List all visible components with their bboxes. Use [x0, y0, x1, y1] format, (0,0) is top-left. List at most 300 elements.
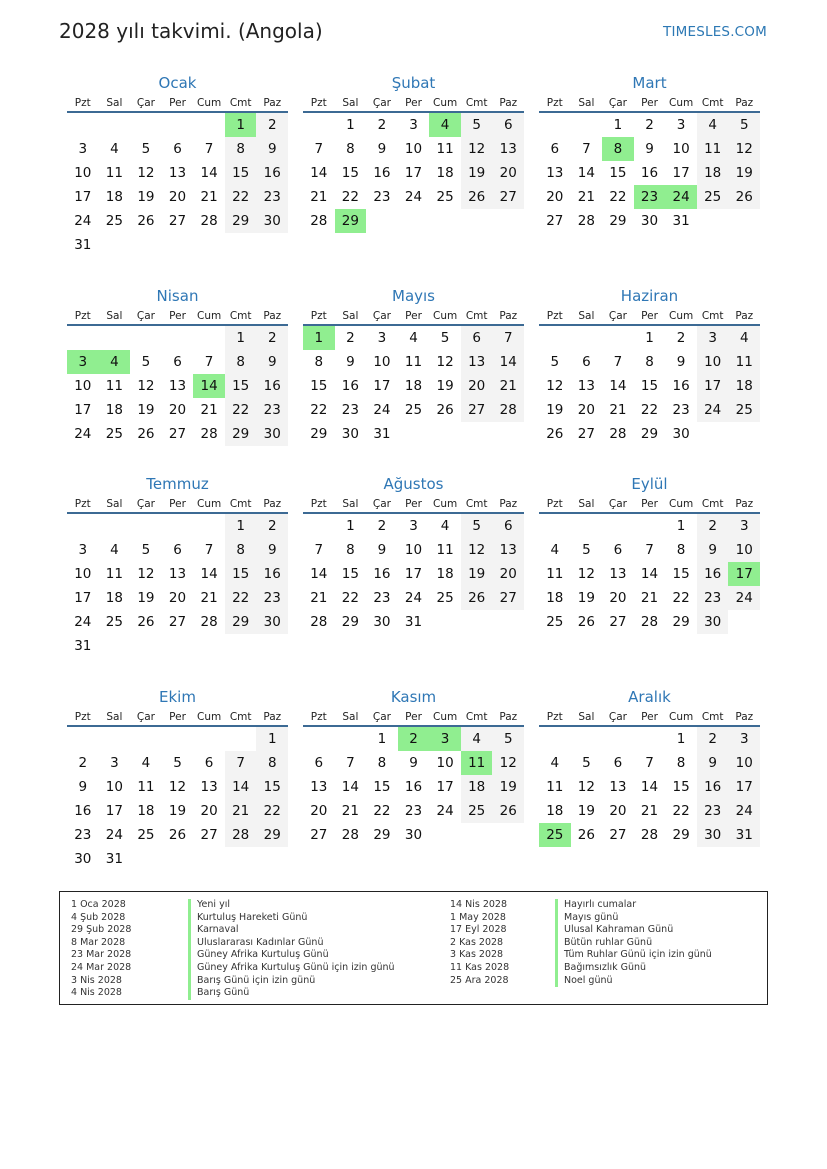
day-cell: 23: [634, 185, 666, 209]
day-cell: 11: [728, 350, 760, 374]
day-cell: 1: [346, 117, 355, 133]
weekday-label: Sal: [106, 711, 123, 723]
weekday-label: Pzt: [546, 498, 563, 510]
day-cell: 13: [577, 378, 595, 394]
weekday-header: [539, 309, 760, 326]
day-cell: 6: [173, 542, 182, 558]
day-cell: 4: [440, 518, 450, 534]
weekday-label: Cum: [432, 310, 458, 322]
day-cell: 2: [697, 514, 729, 538]
day-cell: 19: [577, 803, 595, 819]
day-cell: 31: [74, 638, 92, 654]
weekday-label: Pzt: [310, 310, 327, 322]
day-cell: 4: [461, 727, 493, 751]
day-cell: 11: [105, 378, 123, 394]
week-row: [303, 326, 524, 350]
weekday-label: Cmt: [465, 498, 488, 510]
day-cell: 15: [225, 374, 257, 398]
day-cell: 22: [609, 189, 627, 205]
day-cell: 9: [377, 542, 387, 558]
weekday-label: Per: [169, 498, 186, 510]
week-row: [303, 137, 524, 161]
day-cell: 11: [404, 354, 423, 370]
weekday-label: Per: [405, 310, 422, 322]
weekday-label: Cmt: [229, 97, 252, 109]
day-cell: [571, 113, 603, 137]
weekday-label: Çar: [372, 310, 391, 322]
day-cell: [602, 326, 634, 350]
day-cell: [225, 634, 257, 658]
week-row: [303, 185, 524, 209]
day-cell: 24: [728, 799, 760, 823]
day-cell: 25: [461, 799, 493, 823]
day-cell: 5: [550, 354, 560, 370]
weekday-header: [67, 96, 288, 113]
weekday-label: Çar: [608, 711, 627, 723]
weekday-label: Çar: [136, 97, 155, 109]
day-cell: 19: [137, 189, 155, 205]
day-cell: [366, 209, 398, 233]
legend-date: 8 Mar 2028: [71, 936, 126, 948]
legend-date: 25 Ara 2028: [450, 974, 509, 986]
day-cell: 15: [256, 775, 288, 799]
day-cell: [539, 326, 571, 350]
month-block: [539, 283, 760, 446]
week-row: [539, 727, 760, 751]
day-cell: 27: [168, 614, 187, 630]
week-row: [67, 113, 288, 137]
day-cell: 5: [141, 354, 151, 370]
day-cell: 28: [341, 827, 359, 843]
legend-date: 1 May 2028: [450, 911, 506, 923]
month-block: [539, 70, 760, 233]
day-cell: 13: [461, 350, 493, 374]
day-cell: 20: [577, 402, 595, 418]
day-cell: [130, 727, 162, 751]
day-cell: 27: [609, 614, 627, 630]
day-cell: [130, 233, 162, 257]
week-row: [67, 610, 288, 634]
week-row: [539, 161, 760, 185]
day-cell: 30: [697, 823, 729, 847]
day-cell: 18: [546, 803, 564, 819]
weekday-label: Paz: [735, 711, 754, 723]
day-cell: 18: [461, 775, 493, 799]
day-cell: 16: [74, 803, 92, 819]
weekday-label: Paz: [735, 310, 754, 322]
day-cell: [429, 209, 461, 233]
day-cell: [492, 422, 524, 446]
day-cell: 11: [461, 751, 493, 775]
day-cell: [539, 514, 571, 538]
day-cell: 25: [404, 402, 423, 418]
day-cell: 5: [582, 542, 591, 558]
week-row: [303, 586, 524, 610]
day-cell: [602, 514, 634, 538]
day-cell: 18: [105, 189, 123, 205]
day-cell: 7: [613, 354, 623, 370]
day-cell: 3: [409, 117, 418, 133]
week-row: [67, 398, 288, 422]
day-cell: [728, 610, 760, 634]
day-cell: [225, 727, 257, 751]
day-cell: 26: [137, 614, 155, 630]
day-cell: 10: [74, 566, 92, 582]
day-cell: 16: [404, 779, 423, 795]
day-cell: 6: [173, 141, 182, 157]
day-cell: 8: [256, 751, 288, 775]
weekday-label: Çar: [608, 310, 627, 322]
day-cell: 9: [697, 751, 729, 775]
day-cell: 26: [546, 426, 564, 442]
day-cell: 11: [137, 779, 155, 795]
day-cell: [162, 727, 194, 751]
day-cell: 14: [310, 566, 328, 582]
day-cell: 14: [640, 779, 659, 795]
day-cell: 30: [256, 422, 288, 446]
day-cell: 6: [582, 354, 591, 370]
week-row: [67, 209, 288, 233]
day-cell: 3: [429, 727, 461, 751]
month-name: Kasım: [390, 688, 437, 706]
weekday-label: Pzt: [546, 711, 563, 723]
day-cell: 16: [640, 165, 659, 181]
week-row: [67, 374, 288, 398]
day-cell: 10: [728, 751, 760, 775]
day-cell: 22: [225, 185, 257, 209]
week-row: [67, 538, 288, 562]
day-cell: 20: [546, 189, 564, 205]
weekday-header: [303, 497, 524, 514]
day-cell: [461, 422, 493, 446]
day-cell: 13: [200, 779, 218, 795]
weekday-label: Per: [641, 711, 658, 723]
day-cell: [99, 514, 131, 538]
day-cell: 30: [697, 610, 729, 634]
day-cell: 17: [74, 402, 92, 418]
day-cell: 21: [200, 590, 218, 606]
weekday-label: Pzt: [310, 711, 327, 723]
day-cell: 8: [346, 141, 355, 157]
day-cell: 23: [74, 827, 92, 843]
day-cell: [461, 610, 493, 634]
day-cell: 31: [404, 614, 423, 630]
day-cell: [162, 326, 194, 350]
day-cell: 7: [346, 755, 355, 771]
legend-date: 17 Eyl 2028: [450, 924, 507, 936]
day-cell: 6: [492, 113, 524, 137]
day-cell: 19: [137, 590, 155, 606]
day-cell: 13: [168, 566, 187, 582]
weekday-label: Cmt: [701, 97, 724, 109]
day-cell: 4: [110, 542, 119, 558]
day-cell: 12: [137, 378, 155, 394]
day-cell: 29: [256, 823, 288, 847]
day-cell: 28: [310, 213, 328, 229]
day-cell: 23: [373, 590, 391, 606]
day-cell: 7: [492, 326, 524, 350]
day-cell: 14: [200, 566, 218, 582]
day-cell: 4: [110, 141, 119, 157]
day-cell: 20: [461, 374, 493, 398]
week-row: [303, 727, 524, 751]
day-cell: [256, 847, 288, 871]
day-cell: 22: [672, 590, 690, 606]
month-block: [67, 684, 288, 871]
legend-date: 4 Şub 2028: [71, 911, 126, 923]
day-cell: 26: [728, 185, 760, 209]
week-row: [539, 514, 760, 538]
month-block: [67, 283, 288, 446]
weekday-label: Sal: [342, 498, 359, 510]
day-cell: 14: [193, 374, 225, 398]
legend-holiday-name: Hayırlı cumalar: [555, 899, 712, 912]
day-cell: 11: [105, 165, 123, 181]
day-cell: 17: [728, 775, 760, 799]
day-cell: [67, 727, 99, 751]
day-cell: 17: [436, 779, 454, 795]
weekday-label: Per: [405, 97, 422, 109]
day-cell: 1: [256, 727, 288, 751]
week-row: [303, 799, 524, 823]
day-cell: 21: [492, 374, 524, 398]
weekday-label: Cmt: [229, 310, 252, 322]
weekday-label: Sal: [342, 711, 359, 723]
day-cell: 1: [613, 117, 623, 133]
brand-link[interactable]: TIMESLES.COM: [663, 24, 767, 40]
legend-holiday-name: Güney Afrika Kurtuluş Günü için izin günü: [188, 962, 395, 975]
month-block: [303, 471, 524, 634]
day-cell: 28: [609, 426, 627, 442]
week-row: [67, 233, 288, 257]
day-cell: 20: [168, 402, 187, 418]
weekday-label: Cmt: [465, 310, 488, 322]
weekday-label: Cmt: [229, 711, 252, 723]
weekday-label: Paz: [735, 97, 754, 109]
day-cell: 21: [341, 803, 359, 819]
day-cell: 2: [377, 518, 387, 534]
day-cell: [697, 209, 729, 233]
day-cell: 28: [640, 827, 659, 843]
weekday-label: Cmt: [701, 711, 724, 723]
legend-holiday-name: Barış Günü için izin günü: [188, 975, 395, 988]
day-cell: 26: [137, 213, 155, 229]
day-cell: 19: [492, 775, 524, 799]
weekday-label: Paz: [499, 498, 518, 510]
day-cell: 26: [577, 614, 595, 630]
legend-date: 11 Kas 2028: [450, 961, 510, 973]
weekday-header: [539, 96, 760, 113]
day-cell: [429, 823, 461, 847]
day-cell: 20: [609, 590, 627, 606]
day-cell: 9: [346, 354, 355, 370]
day-cell: 27: [168, 426, 187, 442]
weekday-header: [303, 309, 524, 326]
day-cell: 20: [168, 189, 187, 205]
day-cell: [67, 326, 99, 350]
day-cell: [634, 727, 666, 751]
day-cell: [225, 233, 257, 257]
day-cell: 7: [204, 354, 214, 370]
weekday-label: Paz: [499, 97, 518, 109]
page-title: 2028 yılı takvimi. (Angola): [59, 19, 323, 43]
day-cell: 12: [436, 354, 454, 370]
legend-date: 29 Şub 2028: [71, 924, 132, 936]
day-cell: 29: [225, 209, 257, 233]
day-cell: 31: [105, 851, 123, 867]
week-row: [67, 326, 288, 350]
week-row: [303, 610, 524, 634]
day-cell: 12: [577, 566, 595, 582]
day-cell: [398, 209, 430, 233]
day-cell: 3: [78, 542, 88, 558]
day-cell: 12: [168, 779, 187, 795]
day-cell: 7: [314, 141, 324, 157]
week-row: [67, 562, 288, 586]
day-cell: 16: [697, 775, 729, 799]
day-cell: 22: [640, 402, 659, 418]
week-row: [539, 137, 760, 161]
day-cell: [162, 847, 194, 871]
day-cell: 23: [256, 586, 288, 610]
weekday-label: Çar: [372, 711, 391, 723]
week-row: [303, 422, 524, 446]
day-cell: 6: [314, 755, 324, 771]
day-cell: 17: [404, 165, 423, 181]
day-cell: [130, 326, 162, 350]
day-cell: 26: [461, 586, 493, 610]
day-cell: 8: [676, 542, 686, 558]
day-cell: 26: [461, 185, 493, 209]
weekday-label: Cmt: [465, 711, 488, 723]
weekday-label: Çar: [136, 310, 155, 322]
day-cell: 25: [105, 614, 123, 630]
day-cell: 14: [310, 165, 328, 181]
day-cell: 21: [310, 590, 328, 606]
day-cell: [539, 727, 571, 751]
day-cell: [193, 634, 225, 658]
day-cell: 8: [645, 354, 654, 370]
month-name: Ocak: [158, 74, 197, 92]
day-cell: 5: [461, 113, 493, 137]
month-name: Ekim: [159, 688, 196, 706]
month-name: Mart: [632, 74, 667, 92]
day-cell: [429, 422, 461, 446]
weekday-label: Sal: [106, 498, 123, 510]
day-cell: 23: [672, 402, 690, 418]
day-cell: 9: [676, 354, 686, 370]
legend-names-left: [188, 899, 395, 1000]
day-cell: 18: [105, 402, 123, 418]
day-cell: 18: [137, 803, 155, 819]
day-cell: 19: [546, 402, 564, 418]
day-cell: 1: [645, 330, 654, 346]
day-cell: 6: [492, 514, 524, 538]
weekday-label: Per: [641, 498, 658, 510]
day-cell: 17: [404, 566, 423, 582]
day-cell: 18: [436, 165, 454, 181]
week-row: [539, 209, 760, 233]
week-row: [67, 161, 288, 185]
day-cell: 8: [602, 137, 634, 161]
day-cell: 18: [404, 378, 423, 394]
day-cell: 9: [645, 141, 654, 157]
weekday-header: [539, 710, 760, 727]
weekday-label: Cum: [668, 97, 694, 109]
day-cell: 28: [640, 614, 659, 630]
day-cell: 18: [728, 374, 760, 398]
day-cell: 21: [640, 803, 659, 819]
day-cell: 29: [225, 422, 257, 446]
week-row: [67, 634, 288, 658]
day-cell: [634, 514, 666, 538]
day-cell: 24: [74, 213, 92, 229]
day-cell: 2: [256, 326, 288, 350]
day-cell: [162, 113, 194, 137]
day-cell: 5: [461, 514, 493, 538]
week-row: [539, 398, 760, 422]
day-cell: [571, 326, 603, 350]
day-cell: 28: [492, 398, 524, 422]
legend-dates-right: [450, 899, 509, 987]
day-cell: [492, 209, 524, 233]
day-cell: [461, 209, 493, 233]
day-cell: 4: [99, 350, 131, 374]
day-cell: 25: [728, 398, 760, 422]
day-cell: 24: [404, 189, 423, 205]
day-cell: 12: [577, 779, 595, 795]
day-cell: 8: [314, 354, 324, 370]
legend-holiday-name: Tüm Ruhlar Günü için izin günü: [555, 949, 712, 962]
day-cell: [193, 847, 225, 871]
day-cell: 6: [613, 542, 623, 558]
day-cell: 18: [436, 566, 454, 582]
weekday-label: Per: [169, 310, 186, 322]
day-cell: [67, 514, 99, 538]
weekday-label: Paz: [263, 310, 282, 322]
weekday-label: Cum: [432, 711, 458, 723]
day-cell: 5: [492, 727, 524, 751]
day-cell: [130, 634, 162, 658]
day-cell: 10: [697, 350, 729, 374]
month-name: Nisan: [156, 287, 199, 305]
day-cell: 28: [200, 614, 218, 630]
weekday-label: Paz: [735, 498, 754, 510]
week-row: [67, 586, 288, 610]
day-cell: [193, 514, 225, 538]
day-cell: 24: [697, 398, 729, 422]
week-row: [539, 185, 760, 209]
day-cell: 23: [256, 185, 288, 209]
week-row: [539, 326, 760, 350]
day-cell: 20: [310, 803, 328, 819]
day-cell: 29: [373, 827, 391, 843]
week-row: [303, 514, 524, 538]
weekday-label: Sal: [106, 97, 123, 109]
day-cell: 27: [492, 185, 524, 209]
day-cell: 31: [728, 823, 760, 847]
day-cell: 26: [168, 827, 187, 843]
weekday-label: Per: [169, 711, 186, 723]
day-cell: 9: [377, 141, 387, 157]
day-cell: 16: [697, 562, 729, 586]
day-cell: 13: [609, 779, 627, 795]
weekday-label: Cum: [196, 498, 222, 510]
weekday-label: Paz: [499, 310, 518, 322]
day-cell: 31: [373, 426, 391, 442]
day-cell: 27: [609, 827, 627, 843]
day-cell: 2: [676, 330, 686, 346]
